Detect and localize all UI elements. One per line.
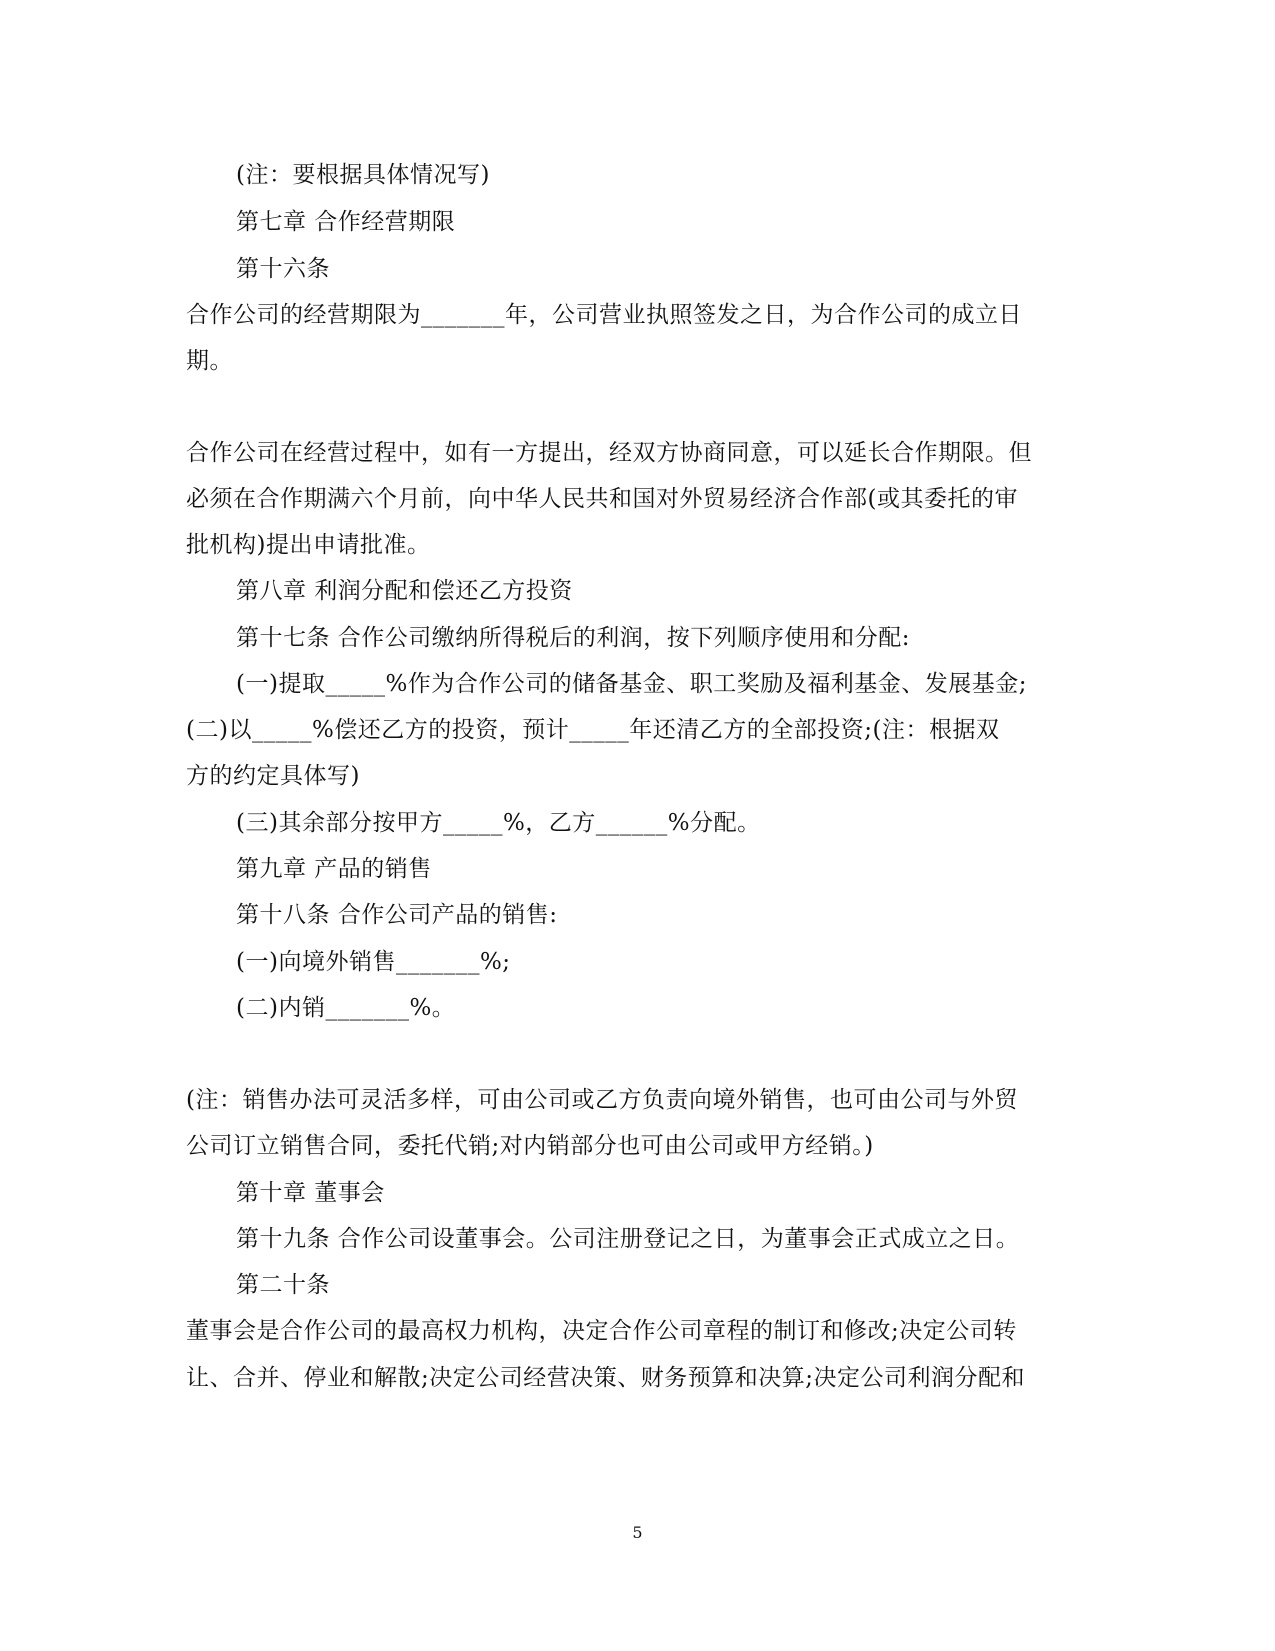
text-line: (二)内销_______%。	[236, 995, 456, 1021]
article-heading: 第十六条	[236, 256, 330, 282]
chapter-heading: 第九章 产品的销售	[236, 856, 432, 882]
text-line: 批机构)提出申请批准。	[186, 532, 431, 558]
text-line: 董事会是合作公司的最高权力机构，决定合作公司章程的制订和修改;决定公司转	[186, 1318, 1017, 1344]
article-heading: 第十九条 合作公司设董事会。公司注册登记之日，为董事会正式成立之日。	[236, 1226, 1020, 1252]
text-line: (二)以_____%偿还乙方的投资，预计_____年还清乙方的全部投资;(注：根据双	[186, 717, 1000, 743]
text-line: 让、合并、停业和解散;决定公司经营决策、财务预算和决算;决定公司利润分配和	[186, 1365, 1025, 1391]
article-heading: 第十八条 合作公司产品的销售:	[236, 902, 558, 928]
text-line: (三)其余部分按甲方_____%，乙方______%分配。	[236, 810, 761, 836]
chapter-heading: 第十章 董事会	[236, 1180, 385, 1206]
text-line: (注：销售办法可灵活多样，可由公司或乙方负责向境外销售，也可由公司与外贸	[186, 1087, 1018, 1113]
article-heading: 第十七条 合作公司缴纳所得税后的利润，按下列顺序使用和分配:	[236, 625, 911, 651]
chapter-heading: 第八章 利润分配和偿还乙方投资	[236, 578, 573, 604]
text-line: 合作公司的经营期限为_______年，公司营业执照签发之日，为合作公司的成立日	[186, 302, 1022, 328]
text-line: 公司订立销售合同，委托代销;对内销部分也可由公司或甲方经销。)	[186, 1133, 874, 1159]
chapter-heading: 第七章 合作经营期限	[236, 209, 456, 235]
text-line: (一)向境外销售_______%;	[236, 949, 511, 975]
text-line: 必须在合作期满六个月前，向中华人民共和国对外贸易经济合作部(或其委托的审	[186, 486, 1018, 512]
article-heading: 第二十条	[236, 1272, 330, 1298]
page-number: 5	[632, 1523, 643, 1542]
text-line: 合作公司在经营过程中，如有一方提出，经双方协商同意，可以延长合作期限。但	[186, 440, 1032, 466]
text-line: (注：要根据具体情况写)	[236, 162, 490, 188]
text-line: 期。	[186, 348, 233, 374]
text-line: (一)提取_____%作为合作公司的储备基金、职工奖励及福利基金、发展基金;	[236, 671, 1028, 697]
text-line: 方的约定具体写)	[186, 763, 360, 789]
